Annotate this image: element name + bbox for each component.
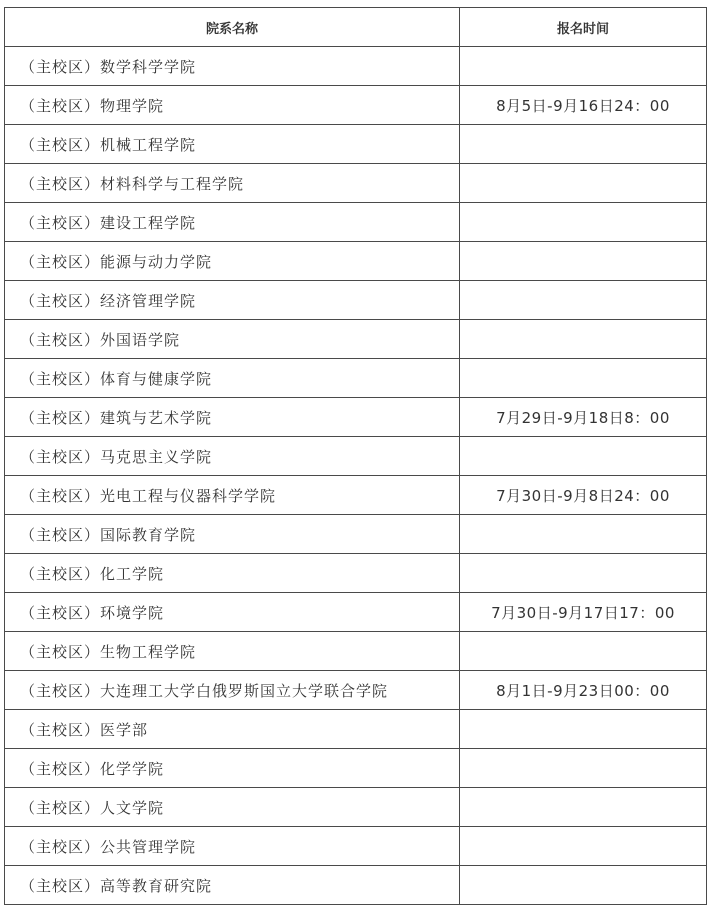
registration-time-cell: [460, 437, 707, 476]
table-row: [5, 203, 707, 242]
registration-time-cell: [460, 827, 707, 866]
department-name-cell: （主校区）物理学院: [5, 86, 460, 125]
table-row: [5, 827, 707, 866]
department-name-cell: （主校区）化工学院: [5, 554, 460, 593]
table-row: [5, 125, 707, 164]
department-name-cell: （主校区）机械工程学院: [5, 125, 460, 164]
department-name-cell: （主校区）材料科学与工程学院: [5, 164, 460, 203]
department-name-cell: （主校区）高等教育研究院: [5, 866, 460, 905]
department-name-cell: （主校区）光电工程与仪器科学学院: [5, 476, 460, 515]
table-body: [5, 47, 707, 905]
table-row: [5, 242, 707, 281]
registration-time-cell: 7月30日-9月8日24：00: [460, 476, 707, 515]
department-name-cell: （主校区）化学学院: [5, 749, 460, 788]
registration-time-cell: [460, 320, 707, 359]
registration-time-cell: [460, 788, 707, 827]
department-name-cell: （主校区）医学部: [5, 710, 460, 749]
table-row: [5, 866, 707, 905]
table-row: [5, 164, 707, 203]
registration-time-cell: [460, 749, 707, 788]
header-registration-time: 报名时间: [460, 8, 707, 47]
department-name-cell: （主校区）大连理工大学白俄罗斯国立大学联合学院: [5, 671, 460, 710]
department-name-cell: （主校区）经济管理学院: [5, 281, 460, 320]
table-row: [5, 281, 707, 320]
department-name-cell: （主校区）体育与健康学院: [5, 359, 460, 398]
table-row: [5, 515, 707, 554]
table-row: [5, 710, 707, 749]
table-row: [5, 749, 707, 788]
table-header: [5, 8, 707, 47]
registration-time-cell: [460, 866, 707, 905]
registration-time-cell: [460, 281, 707, 320]
registration-time-cell: [460, 710, 707, 749]
department-name-cell: （主校区）外国语学院: [5, 320, 460, 359]
registration-time-cell: [460, 359, 707, 398]
table-row: [5, 359, 707, 398]
registration-time-cell: [460, 515, 707, 554]
table-row: [5, 632, 707, 671]
department-name-cell: （主校区）生物工程学院: [5, 632, 460, 671]
department-name-cell: （主校区）国际教育学院: [5, 515, 460, 554]
registration-time-cell: 7月30日-9月17日17：00: [460, 593, 707, 632]
department-name-cell: （主校区）马克思主义学院: [5, 437, 460, 476]
department-name-cell: （主校区）环境学院: [5, 593, 460, 632]
registration-time-cell: [460, 242, 707, 281]
table-row: [5, 86, 707, 125]
table-row: [5, 671, 707, 710]
table-row: [5, 554, 707, 593]
table-row: [5, 593, 707, 632]
table-row: [5, 788, 707, 827]
table-row: [5, 47, 707, 86]
registration-time-cell: [460, 47, 707, 86]
table-row: [5, 398, 707, 437]
registration-table: [4, 7, 707, 905]
registration-time-cell: [460, 203, 707, 242]
department-name-cell: （主校区）建设工程学院: [5, 203, 460, 242]
registration-time-cell: 8月1日-9月23日00：00: [460, 671, 707, 710]
table-row: [5, 320, 707, 359]
header-row: [5, 8, 707, 47]
table-row: [5, 437, 707, 476]
department-name-cell: （主校区）数学科学学院: [5, 47, 460, 86]
department-name-cell: （主校区）人文学院: [5, 788, 460, 827]
registration-time-cell: [460, 125, 707, 164]
department-name-cell: （主校区）公共管理学院: [5, 827, 460, 866]
registration-time-cell: [460, 632, 707, 671]
department-name-cell: （主校区）建筑与艺术学院: [5, 398, 460, 437]
department-name-cell: （主校区）能源与动力学院: [5, 242, 460, 281]
header-department-name: 院系名称: [5, 8, 460, 47]
registration-time-cell: 8月5日-9月16日24：00: [460, 86, 707, 125]
registration-time-cell: 7月29日-9月18日8：00: [460, 398, 707, 437]
registration-time-cell: [460, 164, 707, 203]
registration-time-cell: [460, 554, 707, 593]
table-row: [5, 476, 707, 515]
